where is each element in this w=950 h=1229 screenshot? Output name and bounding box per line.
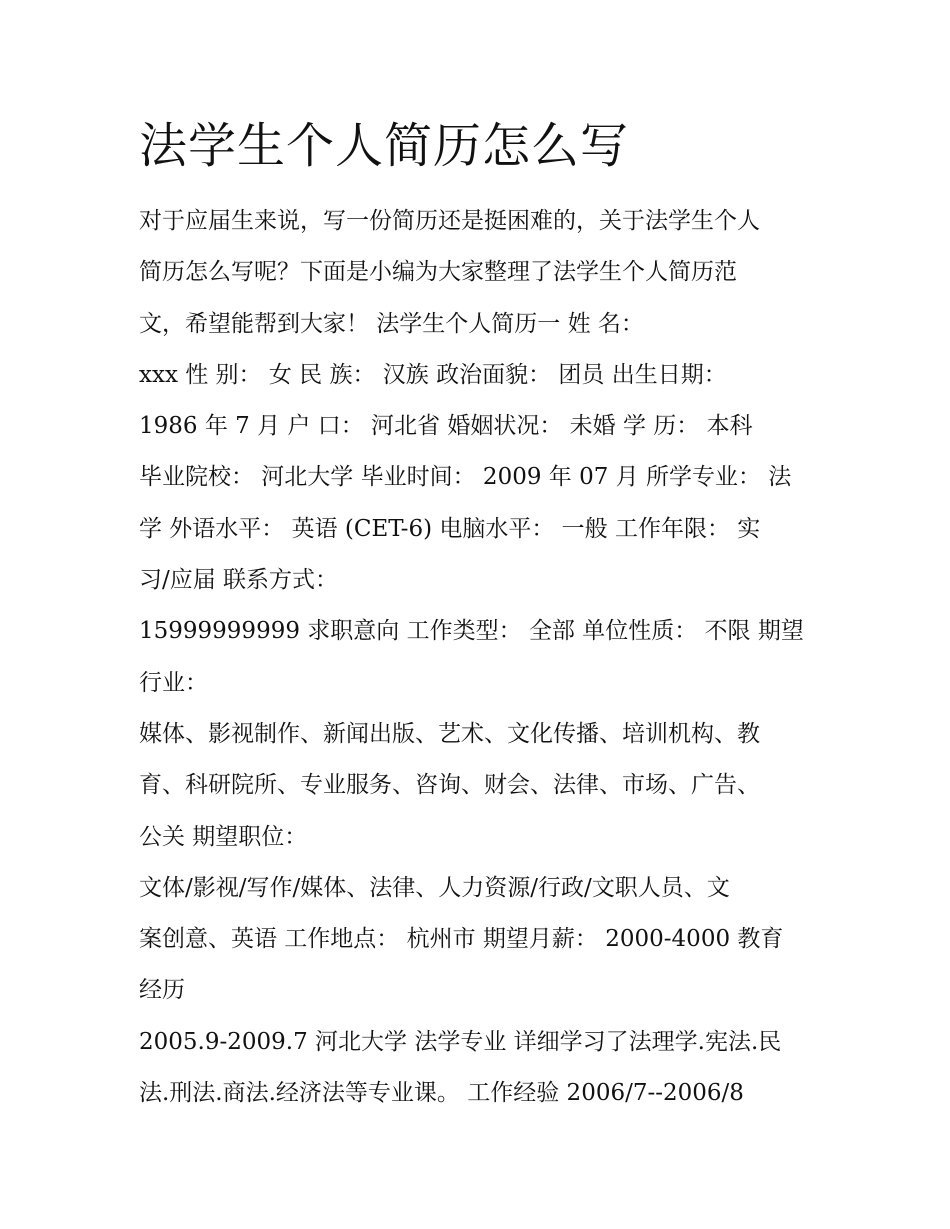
body-line: 育、科研院所、专业服务、咨询、财会、法律、市场、广告、 xyxy=(139,772,760,799)
body-line: 法.刑法.商法.经济法等专业课。 工作经验 2006/7--2006/8 xyxy=(139,1080,744,1107)
body-line: 公关 期望职位： xyxy=(139,823,308,850)
body-line: 案创意、英语 工作地点： 杭州市 期望月薪： 2000-4000 教育 xyxy=(139,926,784,953)
body-line: 对于应届生来说，写一份简历还是挺困难的，关于法学生个人 xyxy=(139,208,760,234)
document-body xyxy=(139,196,819,1119)
body-line: 1986 年 7 月 户 口： 河北省 婚姻状况： 未婚 学 历： 本科 xyxy=(139,413,753,440)
body-line: xxx 性 别： 女 民 族： 汉族 政治面貌： 团员 出生日期： xyxy=(139,361,727,388)
body-line: 15999999999 求职意向 工作类型： 全部 单位性质： 不限 期望 xyxy=(139,618,804,645)
body-line: 简历怎么写呢？下面是小编为大家整理了法学生个人简历范 xyxy=(139,259,737,286)
body-line: 习/应届 联系方式： xyxy=(139,567,339,594)
body-line: 媒体、影视制作、新闻出版、艺术、文化传播、培训机构、教 xyxy=(139,720,760,747)
body-line: 经历 xyxy=(139,977,185,1004)
page-title: 法学生个人简历怎么写 xyxy=(139,118,630,174)
body-line: 毕业院校： 河北大学 毕业时间： 2009 年 07 月 所学专业： 法 xyxy=(139,464,792,491)
body-line: 2005.9-2009.7 河北大学 法学专业 详细学习了法理学.宪法.民 xyxy=(139,1028,782,1055)
body-line: 学 外语水平： 英语 (CET-6) 电脑水平： 一般 工作年限： 实 xyxy=(139,515,761,542)
body-line: 文，希望能帮到大家！ 法学生个人简历一 姓 名： xyxy=(139,310,644,337)
body-line: 文体/影视/写作/媒体、法律、人力资源/行政/文职人员、文 xyxy=(139,874,730,901)
body-line: 行业： xyxy=(139,669,208,696)
